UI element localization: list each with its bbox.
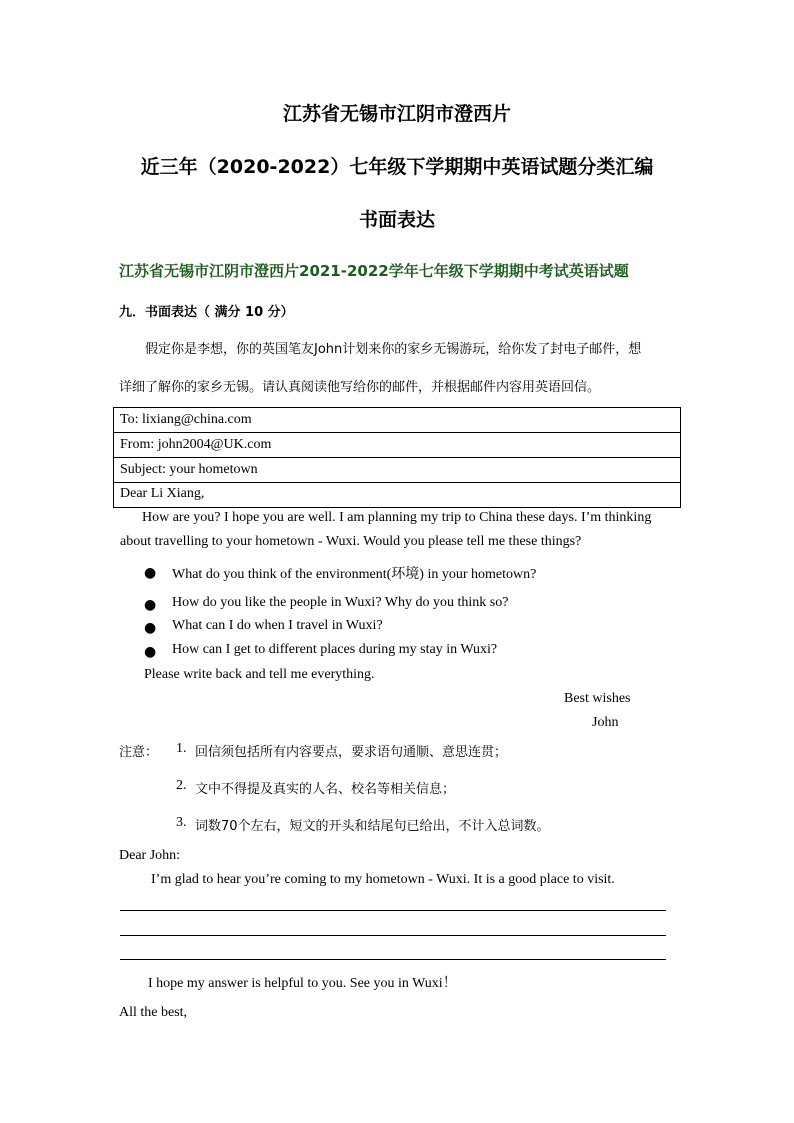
email-question-1: What do you think of the environment(环境) in your hometown?: [172, 567, 537, 582]
note-number-1: 1.: [176, 741, 187, 756]
exam-source: 江苏省无锡市江阴市澄西片2021-2022学年七年级下学期期中考试英语试题: [119, 262, 629, 280]
bullet-icon: ●: [144, 597, 157, 613]
bullet-icon: ●: [144, 620, 157, 636]
bullet-icon: ●: [144, 644, 157, 660]
email-to: To: lixiang@china.com: [114, 408, 681, 433]
email-greeting: Dear Li Xiang,: [120, 486, 205, 501]
page-subtitle: 近三年（2020-2022）七年级下学期期中英语试题分类汇编: [140, 156, 654, 178]
note-text-3: 词数70个左右，短文的开头和结尾句已给出，不计入总词数。: [195, 819, 550, 834]
email-body: [114, 483, 681, 730]
email-signature: John: [592, 715, 619, 730]
email-closing-request: Please write back and tell me everything.: [144, 667, 375, 682]
notes-label: 注意：: [119, 745, 159, 760]
email-from: From: john2004@UK.com: [114, 433, 681, 458]
bullet-icon: ●: [144, 565, 157, 581]
email-question-3: What can I do when I travel in Wuxi?: [172, 618, 383, 633]
note-text-2: 文中不得提及真实的人名、校名等相关信息；: [195, 782, 456, 797]
email-body-line-1: How are you? I hope you are well. I am planning my trip to China these days. I’m thinking: [142, 510, 652, 525]
email-sign-off: Best wishes: [564, 691, 631, 706]
section-title: 书面表达: [358, 209, 435, 231]
email-body-line-2: about travelling to your hometown - Wuxi. Would you please tell me these things?: [120, 534, 582, 549]
answer-opening: I’m glad to hear you’re coming to my hometown - Wuxi. It is a good place to visit.: [151, 872, 615, 887]
page-title: 江苏省无锡市江阴市澄西片: [282, 103, 511, 125]
prompt-line-1: 假定你是李想，你的英国笔友John计划来你的家乡无锡游玩，给你发了封电子邮件，想: [145, 342, 642, 357]
answer-sign-off: All the best,: [119, 1005, 188, 1020]
note-number-3: 3.: [176, 815, 187, 830]
email-box: [113, 407, 681, 730]
answer-line: [120, 910, 666, 911]
answer-salutation: Dear John:: [119, 848, 181, 863]
answer-line: [120, 935, 666, 936]
email-subject: Subject: your hometown: [114, 458, 681, 483]
email-question-4: How can I get to different places during my stay in Wuxi?: [172, 642, 498, 657]
email-question-2: How do you like the people in Wuxi? Why do you think so?: [172, 595, 509, 610]
answer-closing-line: I hope my answer is helpful to you. See you in Wuxi！: [148, 976, 457, 991]
note-text-1: 回信须包括所有内容要点，要求语句通顺、意思连贯；: [195, 745, 508, 760]
answer-line: [120, 959, 666, 960]
note-number-2: 2.: [176, 778, 187, 793]
question-heading: 九．书面表达（ 满分 10 分）: [119, 305, 294, 320]
prompt-line-2: 详细了解你的家乡无锡。请认真阅读他写给你的邮件，并根据邮件内容用英语回信。: [119, 380, 601, 395]
